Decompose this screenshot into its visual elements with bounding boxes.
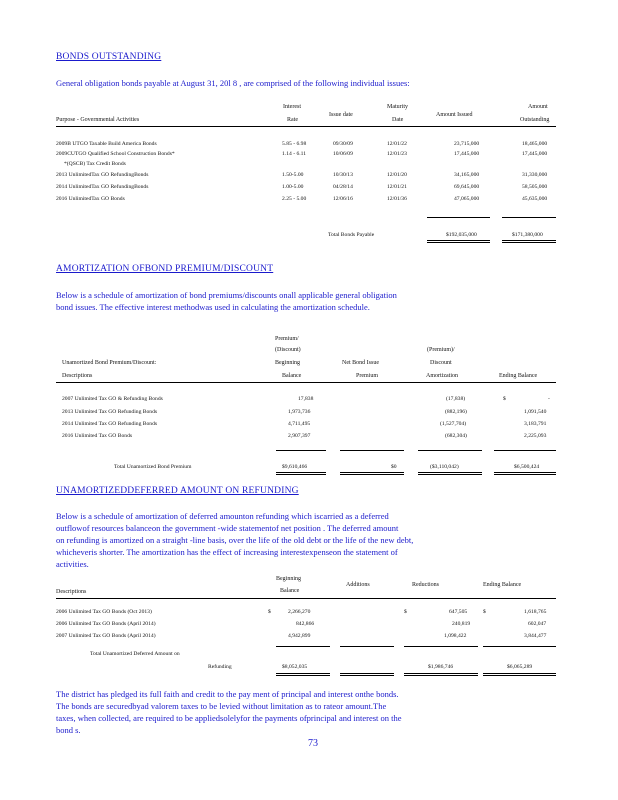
table-row-issue-date: 04/28/14	[333, 184, 353, 190]
subtotal-rule	[483, 646, 556, 647]
subtotal-rule	[340, 646, 394, 647]
table-row-ending: -	[548, 396, 550, 402]
table-row-desc: 2007 Unlimited Tax GO Bonds (April 2014)	[56, 633, 156, 639]
table-row-ending: 3,844,477	[524, 633, 547, 639]
table-row-maturity: 12/01/20	[387, 172, 407, 178]
amortization-para-line: bond issues. The effective interest methodwas used in calculating the amortization schedule.	[56, 302, 370, 312]
table-row-outstanding: 58,505,000	[522, 184, 548, 190]
table-row-beginning: 1,973,736	[288, 409, 311, 415]
table-row-rate: 1.50-5.00	[282, 172, 304, 178]
col-header-outstanding-2: Outstanding	[520, 117, 550, 123]
table-row-issued: 17,445,000	[454, 151, 480, 157]
total-reductions-value: $1,986,746	[428, 664, 454, 670]
col-header-reductions: Reductions	[412, 582, 439, 588]
table-row-beginning: 2,907,397	[288, 433, 311, 439]
table-row-desc: 2007 Unlimited Tax GO & Refunding Bonds	[62, 396, 163, 402]
total-amortization-value: ($3,110,042)	[430, 464, 459, 470]
col-header-discount: (Discount)	[275, 347, 301, 353]
header-divider	[56, 598, 556, 599]
table-row-issue-date: 10/06/09	[333, 151, 353, 157]
table-row-purpose: 2013 UnlimitedTax GO RefundingBonds	[56, 172, 149, 178]
table-row-ending: 602,047	[528, 621, 547, 627]
col-header-outstanding-1: Amount	[528, 104, 548, 110]
col-header-maturity-2: Date	[392, 117, 404, 123]
table-row-maturity: 12/01/21	[387, 184, 407, 190]
table-row-issued: 47,065,000	[454, 196, 480, 202]
table-row-reductions: 240,819	[452, 621, 471, 627]
total-deferred-label: Total Unamortized Deferred Amount on	[90, 651, 180, 657]
table-row-desc: 2014 Unlimited Tax GO Refunding Bonds	[62, 421, 158, 427]
paragraph-line: taxes, when collected, are required to be appliedsolelyfor the payments ofprincipal and interest on the	[56, 713, 402, 723]
table-row-outstanding: 31,330,000	[522, 172, 548, 178]
subtotal-rule	[276, 450, 326, 451]
col-header-ending-balance: Ending Balance	[499, 373, 538, 379]
paragraph-line: outflowof resources balanceon the government -wide statementof net position . The deferred amount	[56, 523, 399, 533]
table-row-reductions-prefix: $	[404, 609, 407, 615]
table-row-beginning: 842,866	[296, 621, 315, 627]
table-row-beginning: 4,711,495	[288, 421, 311, 427]
subtotal-rule	[418, 450, 482, 451]
total-double-rule	[418, 472, 482, 475]
paragraph-line: Below is a schedule of amortization of deferred amounton refunding which iscarried as a deferred	[56, 511, 389, 521]
table-row-ending-prefix: $	[483, 609, 486, 615]
col-header-premium: Premium/	[275, 336, 299, 342]
table-row-amortization: (17,838)	[446, 396, 466, 402]
table-row-maturity: 12/01/23	[387, 151, 407, 157]
table-row-ending: 3,183,791	[524, 421, 547, 427]
table-row-ending: 1,091,540	[524, 409, 547, 415]
amortization-para-line: Below is a schedule of amortization of bond premiums/discounts onall applicable general obligation	[56, 290, 397, 300]
paragraph-line: The district has pledged its full faith and credit to the pay ment of principal and interest onthe bonds.	[56, 689, 399, 699]
table-row-issue-date: 12/06/16	[333, 196, 353, 202]
col-header-descriptions: Descriptions	[56, 589, 87, 595]
col-header-maturity-1: Maturity	[387, 104, 408, 110]
total-double-rule	[427, 240, 490, 243]
total-deferred-label-2: Refunding	[208, 664, 232, 670]
section-heading-deferred-refunding: UNAMORTIZEDDEFERRED AMOUNT ON REFUNDING	[56, 486, 299, 496]
paragraph-line: on refunding is amortized on a straight -line basis, over the life of the old debt or the life of the new debt,	[56, 535, 414, 545]
col-header-additions: Additions	[346, 582, 370, 588]
col-header-amount-issued: Amount Issued	[436, 112, 473, 118]
subtotal-rule	[276, 646, 330, 647]
total-double-rule	[340, 673, 394, 676]
total-bonds-label: Total Bonds Payable	[328, 232, 375, 238]
table-row-desc: 2006 Unlimited Tax GO Bonds (Oct 2013)	[56, 609, 152, 615]
table-row-ending: 2,225,093	[524, 433, 547, 439]
total-double-rule	[340, 472, 404, 475]
table-row-amortization: (882,196)	[445, 409, 467, 415]
table-row-beginning: 17,838	[298, 396, 314, 402]
total-double-rule	[502, 240, 556, 243]
table-row-beginning-prefix: $	[268, 609, 271, 615]
table-row-issued: 34,165,000	[454, 172, 480, 178]
paragraph-line: activities.	[56, 559, 89, 569]
bonds-intro-text: General obligation bonds payable at August 31, 20l 8 , are comprised of the following individual issues:	[56, 78, 410, 88]
closing-paragraph	[56, 688, 402, 736]
deferred-paragraph	[56, 510, 413, 570]
col-header-amortization: Amortization	[426, 373, 458, 379]
total-net-premium-value: $0	[391, 464, 397, 470]
total-ending-value: $6,065,289	[507, 664, 533, 670]
table-row-amortization: (1,527,704)	[440, 421, 467, 427]
table-row-amortization: (682,304)	[445, 433, 467, 439]
table-row-beginning: 2,266,270	[288, 609, 311, 615]
table-row-rate: 1.00-5.00	[282, 184, 304, 190]
paragraph-line: The bonds are securedbyad valorem taxes to be levied without limitation as to rateor amount.The	[56, 701, 387, 711]
table-row-ending: 1,618,765	[524, 609, 547, 615]
col-header-ending-balance: Ending Balance	[483, 582, 522, 588]
table-row-maturity: 12/01/22	[387, 141, 407, 147]
subtotal-rule	[404, 646, 478, 647]
total-double-rule	[276, 472, 326, 475]
table-row-ending-prefix: $	[503, 396, 506, 402]
total-unamortized-label: Total Unamortized Bond Premium	[114, 464, 192, 470]
col-header-unamortized: Unamortized Bond Premium/Discount:	[62, 360, 157, 366]
table-row-issue-date: 10/30/13	[333, 172, 353, 178]
col-header-beginning: Beginning	[276, 576, 301, 582]
total-double-rule	[276, 673, 330, 676]
table-row-issued: 23,715,000	[454, 141, 480, 147]
table-row-maturity: 12/01/36	[387, 196, 407, 202]
col-header-discount-amort: Discount	[430, 360, 452, 366]
total-outstanding-value: $171,380,000	[512, 232, 543, 238]
total-double-rule	[494, 472, 556, 475]
header-divider	[56, 382, 556, 383]
total-beginning-value: $8,052,035	[282, 664, 308, 670]
col-header-purpose: Purpose - Governmental Activities	[56, 117, 140, 123]
page-number: 73	[308, 738, 318, 749]
total-double-rule	[404, 673, 478, 676]
col-header-net-bond-issue: Net Bond Issue	[342, 360, 379, 366]
table-row-outstanding: 18,465,000	[522, 141, 548, 147]
table-row-rate: 2.25 - 5.00	[282, 196, 307, 202]
col-header-balance: Balance	[282, 373, 302, 379]
header-divider	[56, 126, 556, 127]
total-issued-value: $192,035,000	[446, 232, 477, 238]
table-row-outstanding: 17,445,000	[522, 151, 548, 157]
total-beginning-value: $9,610,466	[282, 464, 308, 470]
table-row-issued: 69,645,000	[454, 184, 480, 190]
table-row-rate: 5.85 - 6.98	[282, 141, 307, 147]
table-row-rate: 1.14 - 6.11	[282, 151, 307, 157]
table-row-beginning: 4,942,899	[288, 633, 311, 639]
col-header-net-premium: Premium	[356, 373, 378, 379]
table-row-outstanding: 45,635,000	[522, 196, 548, 202]
col-header-descriptions: Descriptions	[62, 373, 93, 379]
table-row-purpose: 2016 UnlimitedTax GO Bonds	[56, 196, 125, 202]
paragraph-line: whicheveris shorter. The amortization has the effect of increasing interestexpenseon the statement of	[56, 547, 398, 557]
subtotal-rule-outstanding	[502, 217, 556, 218]
table-row-desc: 2006 Unlimited Tax GO Bonds (April 2014)	[56, 621, 156, 627]
table-row-desc: 2013 Unlimited Tax GO Refunding Bonds	[62, 409, 158, 415]
subtotal-rule	[494, 450, 556, 451]
paragraph-line: bond s.	[56, 725, 81, 735]
section-heading-amortization: AMORTIZATION OFBOND PREMIUM/DISCOUNT	[56, 264, 274, 274]
col-header-issue-date: Issue date	[329, 112, 353, 118]
table-row-purpose: 2014 UnlimitedTax GO RefundingBonds	[56, 184, 149, 190]
subtotal-rule-issued	[427, 217, 490, 218]
col-header-interest-2: Rate	[287, 117, 298, 123]
table-row-reductions: 1,098,422	[444, 633, 467, 639]
col-header-interest-1: Interest	[283, 104, 301, 110]
table-row-purpose: 2009CUTGO Qualified School Construction Bonds*	[56, 151, 175, 157]
table-row-purpose: 2009B UTGO Taxable Build America Bonds	[56, 141, 157, 147]
col-header-premium-amort: (Premium)/	[427, 347, 455, 353]
table-row-reductions: 647,505	[449, 609, 468, 615]
table-row-issue-date: 09/30/09	[333, 141, 353, 147]
col-header-beginning: Beginning	[275, 360, 300, 366]
table-row-desc: 2016 Unlimited Tax GO Bonds	[62, 433, 133, 439]
section-heading-bonds-outstanding: BONDS OUTSTANDING	[56, 52, 162, 62]
table-row-purpose: *(QSCB) Tax Credit Bonds	[64, 161, 126, 167]
total-ending-value: $6,500,424	[514, 464, 540, 470]
total-double-rule	[483, 673, 556, 676]
subtotal-rule	[340, 450, 404, 451]
col-header-balance: Balance	[280, 588, 300, 594]
